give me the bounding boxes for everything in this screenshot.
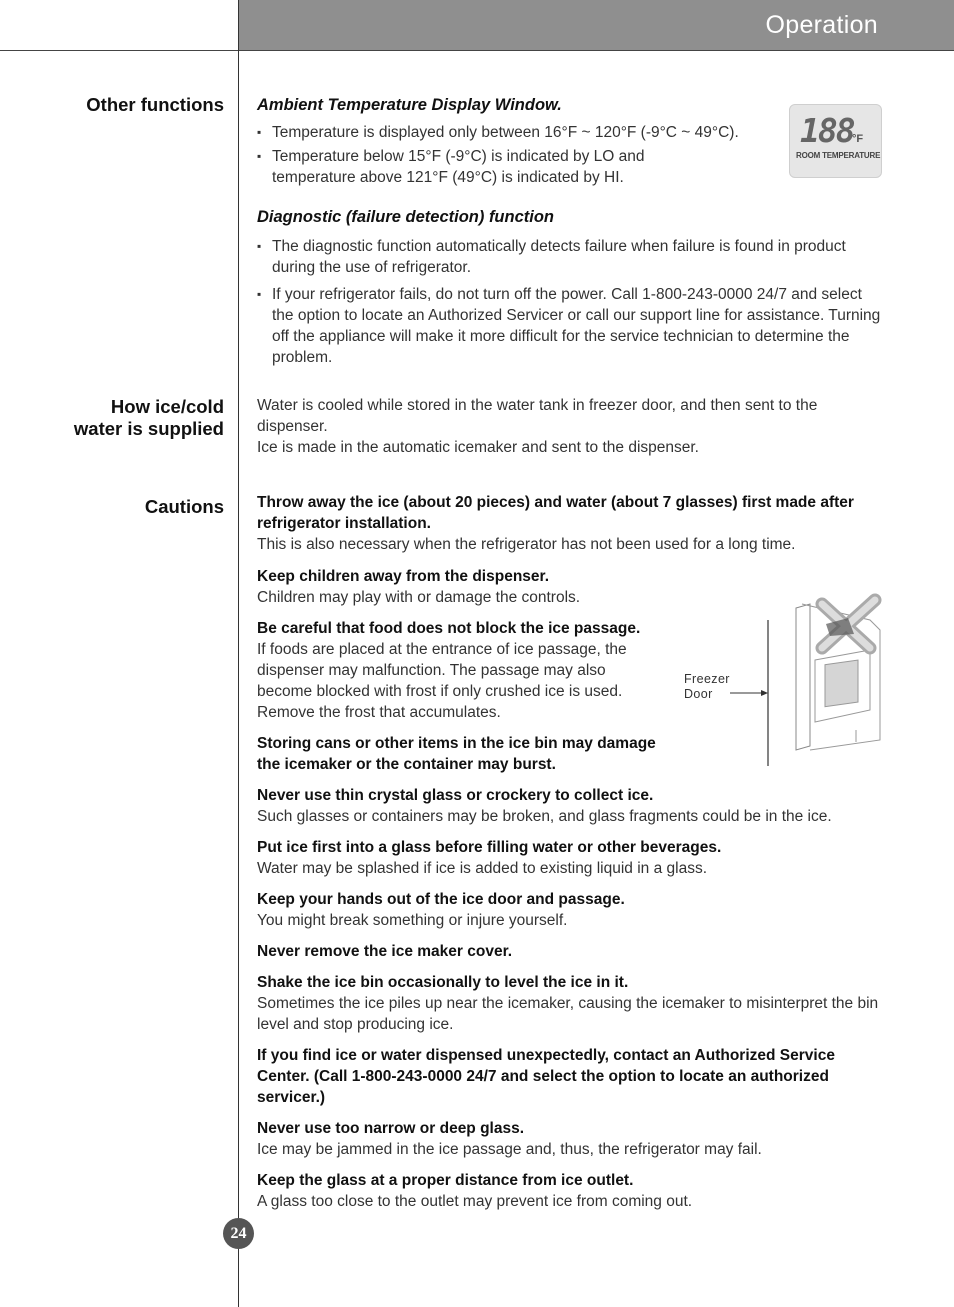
freezer-label-line1: Freezer	[684, 672, 730, 686]
column-divider	[238, 0, 239, 1307]
caution-heading: Keep your hands out of the ice door and passage.	[257, 891, 625, 908]
freezer-door-illustration	[730, 590, 890, 775]
caution-item	[257, 837, 882, 879]
page-number-badge: 24	[223, 1218, 254, 1249]
caution-text: A glass too close to the outlet may prevent ice from coming out.	[257, 1193, 693, 1210]
ambient-bullet-2: ▪ Temperature below 15°F (-9°C) is indicated by LO and temperature above 121°F (49°C) is indicated by HI.	[257, 146, 672, 188]
caution-heading: Never remove the ice maker cover.	[257, 943, 513, 960]
display-digits: 188	[800, 111, 854, 150]
caution-item	[257, 1118, 882, 1160]
supply-text-2: Ice is made in the automatic icemaker and sent to the dispenser.	[257, 439, 699, 456]
supply-section	[257, 395, 867, 458]
caution-heading: Storing cans or other items in the ice bin may damage the icemaker or the container may burst.	[257, 735, 656, 773]
ambient-bullet-1: ▪ Temperature is displayed only between 16°F ~ 120°F (-9°C ~ 49°C).	[257, 122, 767, 143]
freezer-label-line2: Door	[684, 687, 713, 701]
caution-heading: Put ice first into a glass before filling water or other beverages.	[257, 839, 722, 856]
caution-heading: Keep children away from the dispenser.	[257, 568, 550, 585]
caution-heading: Throw away the ice (about 20 pieces) and water (about 7 glasses) first made after refrigerator installation.	[257, 494, 854, 532]
caution-heading: Shake the ice bin occasionally to level the ice in it.	[257, 974, 629, 991]
display-unit: °F	[852, 133, 864, 145]
caution-item	[257, 972, 879, 1035]
caution-item	[257, 889, 882, 931]
header-bar	[238, 0, 954, 51]
room-temperature-display	[789, 104, 882, 178]
diagnostic-title: Diagnostic (failure detection) function	[257, 208, 555, 226]
caution-text: Ice may be jammed in the ice passage and, thus, the refrigerator may fail.	[257, 1141, 762, 1158]
header-left-blank	[0, 0, 238, 51]
ambient-title: Ambient Temperature Display Window.	[257, 96, 562, 114]
caution-text: Water may be splashed if ice is added to existing liquid in a glass.	[257, 860, 708, 877]
caution-item	[257, 1045, 862, 1108]
caution-item	[257, 733, 677, 775]
display-label: ROOM TEMPERATURE	[796, 151, 881, 160]
heading-cautions: Cautions	[144, 496, 224, 517]
caution-heading: Never use too narrow or deep glass.	[257, 1120, 525, 1137]
caution-text: Sometimes the ice piles up near the icemaker, causing the icemaker to misinterpret the bin level and stop producing ice.	[257, 995, 879, 1033]
diagnostic-bullet-1: ▪ The diagnostic function automatically detects failure when failure is found in product during the use of refrigerator.	[257, 236, 876, 278]
supply-text-1: Water is cooled while stored in the water tank in freezer door, and then sent to the dispenser.	[257, 397, 818, 435]
prohibition-cross-icon	[822, 600, 875, 648]
caution-heading: If you find ice or water dispensed unexpectedly, contact an Authorized Service Center. (Call 1-800-243-0000 24/7 and select the option to locate an authorized servicer.)	[257, 1047, 835, 1106]
caution-text: Children may play with or damage the controls.	[257, 589, 581, 606]
caution-item	[257, 785, 882, 827]
caution-item	[257, 618, 662, 723]
caution-heading: Be careful that food does not block the ice passage.	[257, 620, 641, 637]
caution-text: Such glasses or containers may be broken, and glass fragments could be in the ice.	[257, 808, 832, 825]
heading-other-functions: Other functions	[86, 94, 224, 115]
heading-how-ice-line1: How ice/cold	[110, 396, 224, 417]
caution-text: If foods are placed at the entrance of ice passage, the dispenser may malfunction. The passage may also become blocked with frost if only crushed ice is used. Remove the frost that accumulates.	[257, 641, 627, 721]
page-title: Operation	[765, 11, 878, 39]
diagnostic-section	[257, 207, 882, 368]
caution-text: You might break something or injure yourself.	[257, 912, 568, 929]
caution-heading: Never use thin crystal glass or crockery to collect ice.	[257, 787, 654, 804]
caution-text: This is also necessary when the refrigerator has not been used for a long time.	[257, 536, 796, 553]
diagnostic-bullet-2: ▪ If your refrigerator fails, do not turn off the power. Call 1-800-243-0000 24/7 and select the option to locate an Authorized Servicer or call our support line for assistance. Turning off the appliance will make it more difficult for the service technician to determine the problem.	[257, 284, 882, 368]
caution-item	[257, 1170, 882, 1212]
caution-item	[257, 941, 882, 962]
heading-how-ice-supplied	[74, 396, 224, 440]
caution-item	[257, 492, 879, 555]
heading-how-ice-line2: water is supplied	[73, 418, 224, 439]
caution-heading: Keep the glass at a proper distance from ice outlet.	[257, 1172, 634, 1189]
freezer-door-label	[684, 672, 730, 702]
